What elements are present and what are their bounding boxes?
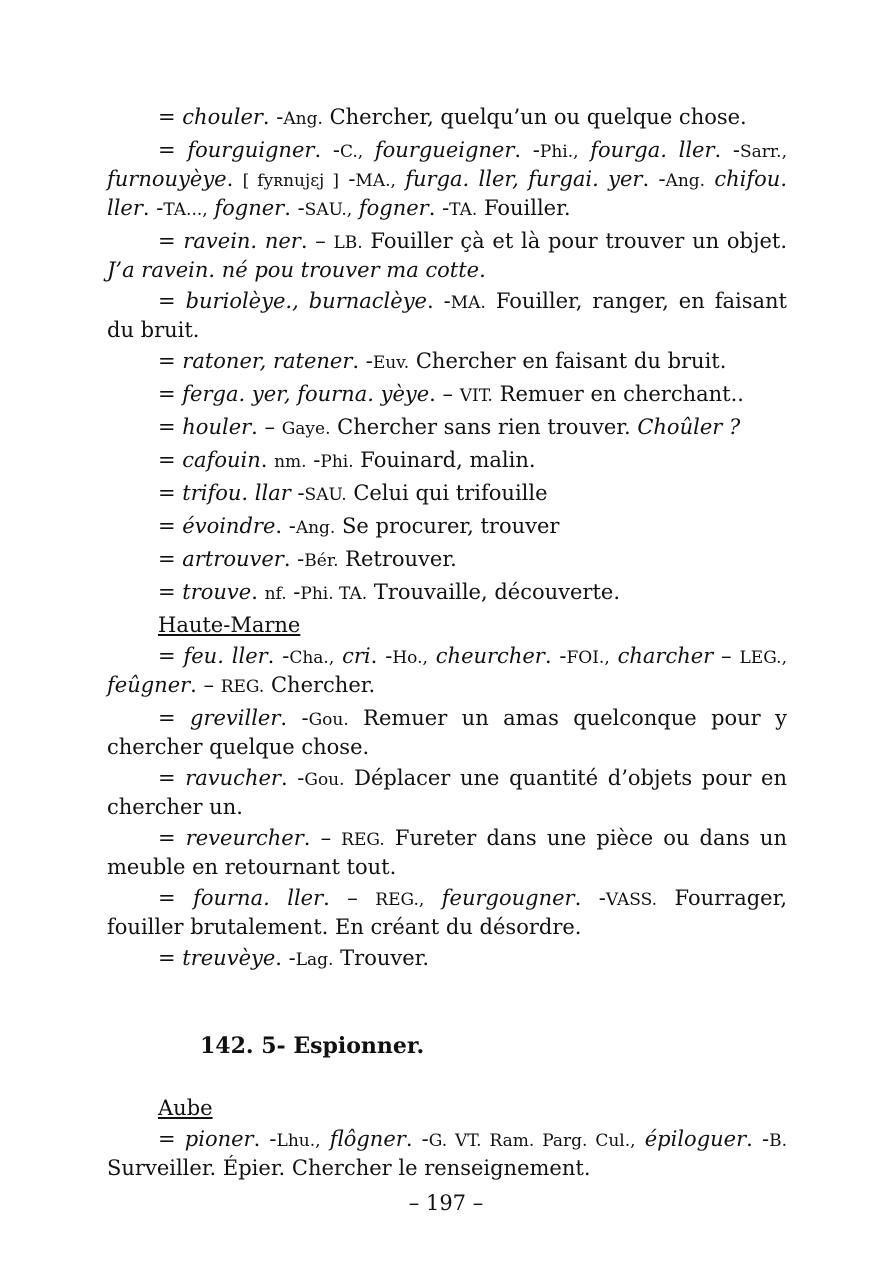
entry-source: Ang. xyxy=(295,518,336,538)
entry-text: Remuer en cherchant.. xyxy=(492,382,744,406)
entry-text: = xyxy=(158,138,188,162)
entry-text xyxy=(610,644,618,668)
entry-source: LB. xyxy=(333,233,363,253)
entry-source: Gou. xyxy=(304,770,345,790)
entry-text: - xyxy=(339,167,356,191)
dictionary-entry xyxy=(107,705,787,761)
entry-term: furnouyèye xyxy=(107,167,227,191)
entry-text: . - xyxy=(352,349,373,373)
entry-text: . – xyxy=(300,229,334,253)
dictionary-entry xyxy=(107,480,787,509)
entry-term: feurgougner xyxy=(441,886,575,910)
dictionary-entry xyxy=(107,228,787,284)
dictionary-entry xyxy=(107,513,787,542)
entry-text: Retrouver. xyxy=(338,547,457,571)
entry-text: . - xyxy=(405,1127,429,1151)
dictionary-entry xyxy=(107,546,787,575)
dictionary-entry xyxy=(107,381,787,410)
entry-text: = xyxy=(158,481,183,505)
entry-text: . - xyxy=(253,1127,277,1151)
entry-text: . - xyxy=(544,644,567,668)
entry-text: Fureter dans une pièce ou dans un meuble en retournant tout. xyxy=(107,826,787,879)
entry-source: Euv. xyxy=(372,353,410,373)
entry-term: reveurcher xyxy=(185,826,304,850)
entry-text xyxy=(636,1127,645,1151)
entry-text: . – xyxy=(251,415,282,439)
dictionary-entry xyxy=(107,348,787,377)
section-haute-marne: Haute-Marne xyxy=(158,613,301,637)
entry-text: Chercher, quelqu’un ou quelque chose. xyxy=(322,105,747,129)
entry-term: cri xyxy=(342,644,371,668)
entry-text xyxy=(352,196,359,220)
entry-text xyxy=(428,644,436,668)
entry-source: REG., xyxy=(375,890,425,910)
entry-text: . - xyxy=(428,196,450,220)
entry-term: fourna. ller xyxy=(193,886,324,910)
dictionary-entry xyxy=(107,945,787,974)
entry-text xyxy=(396,167,405,191)
entry-text: Fouiller, ranger, en faisant du bruit. xyxy=(107,289,787,342)
entry-text: Fourrager, fouiller brutalement. En créant du désordre. xyxy=(107,886,787,939)
entry-source: LEG., xyxy=(739,648,787,668)
entry-source: C., xyxy=(339,142,364,162)
entry-term: ravucher xyxy=(185,766,281,790)
dictionary-entry xyxy=(107,137,787,224)
entry-text: . - xyxy=(642,167,666,191)
entry-text: Celui qui trifouille xyxy=(346,481,548,505)
entry-text: Se procurer, trouver xyxy=(335,514,560,538)
entry-source: TA. xyxy=(449,200,478,220)
entry-term: feûgner xyxy=(107,673,191,697)
entry-text: = xyxy=(158,886,194,910)
entry-term: fogner xyxy=(358,196,429,220)
entry-term: flôgner xyxy=(329,1127,406,1151)
entry-text: Déplacer une quantité d’objets pour en chercher un. xyxy=(107,766,787,819)
entry-text: = xyxy=(158,1127,185,1151)
entry-source: Lag. xyxy=(295,950,334,970)
entries-haute-marne xyxy=(107,643,787,974)
entry-source: MA., xyxy=(355,171,396,191)
entry-text: Chercher sans rien trouver. xyxy=(330,415,638,439)
entry-term: feu. ller xyxy=(183,644,268,668)
entry-term: épiloguer xyxy=(644,1127,747,1151)
entry-term: trouve xyxy=(182,580,252,604)
entry-text: . – xyxy=(303,826,342,850)
entry-source: G. VT. Ram. Parg. Cul., xyxy=(428,1131,636,1151)
entry-text: . - xyxy=(574,886,606,910)
entry-source: Cha., xyxy=(289,648,335,668)
entry-term: charcher xyxy=(617,644,714,668)
entry-text: Trouvaille, découverte. xyxy=(367,580,621,604)
entry-source: REG. xyxy=(341,830,385,850)
entry-text: . - xyxy=(283,547,305,571)
entry-term: chifou. ller xyxy=(107,167,788,220)
entry-text: . - xyxy=(314,138,340,162)
entry-term: greviller xyxy=(190,706,281,730)
entry-term: treuvèye xyxy=(182,946,276,970)
entry-term: Choûler ? xyxy=(637,415,741,439)
dictionary-entry xyxy=(107,447,787,476)
entry-source: MA. xyxy=(450,293,486,313)
entry-text: Chercher. xyxy=(264,673,376,697)
entry-text: . - xyxy=(370,644,393,668)
section-aube: Aube xyxy=(158,1096,213,1120)
entry-text: . – xyxy=(323,886,376,910)
entry-source: SAU. xyxy=(304,485,347,505)
entry-text: . - xyxy=(280,706,309,730)
entry-text xyxy=(363,138,375,162)
entry-source: Bér. xyxy=(304,551,339,571)
entry-source: Ang. xyxy=(665,171,706,191)
page-number: – 197 – xyxy=(408,1191,484,1215)
entry-term: fogner xyxy=(214,196,285,220)
dictionary-entry xyxy=(107,885,787,941)
entry-term: fourgueigner xyxy=(374,138,515,162)
entry-text: = xyxy=(158,766,186,790)
entry-text: = xyxy=(158,415,183,439)
entry-term: cafouin xyxy=(182,448,261,472)
entry-text: . - xyxy=(284,196,305,220)
entry-source: nf. xyxy=(264,584,287,604)
entry-text: = xyxy=(158,229,184,253)
dictionary-entry xyxy=(107,414,787,443)
entry-text: Surveiller. Épier. Chercher le renseignement. xyxy=(107,1156,591,1180)
entry-text: Trouver. xyxy=(333,946,430,970)
entry-text: = xyxy=(158,105,183,129)
entry-text: = xyxy=(158,349,183,373)
entry-text: = xyxy=(158,514,183,538)
entry-term: buriolèye., burnaclèye xyxy=(185,289,427,313)
entry-text: = xyxy=(158,289,186,313)
entry-text: = xyxy=(158,580,183,604)
entry-term: fourga. ller xyxy=(590,138,715,162)
entry-text: . - xyxy=(514,138,540,162)
entry-source: Phi. xyxy=(320,452,354,472)
entry-text: . - xyxy=(427,289,451,313)
entry-text: Chercher en faisant du bruit. xyxy=(409,349,727,373)
entry-text: . xyxy=(226,167,243,191)
entry-term: fourguigner xyxy=(187,138,315,162)
dictionary-entry xyxy=(107,825,787,881)
entry-term: ferga. yer, fourna. yèye xyxy=(182,382,430,406)
entry-source: VASS. xyxy=(605,890,658,910)
entry-source: Gaye. xyxy=(281,419,331,439)
entry-source: Ang. xyxy=(283,109,323,129)
entry-term: J’a ravein. né pou trouver ma cotte. xyxy=(107,258,486,282)
entry-text: Remuer un amas quelconque pour y chercher quelque chose. xyxy=(107,706,787,759)
entry-text: . - xyxy=(142,196,164,220)
entry-term: pioner xyxy=(184,1127,254,1151)
entry-text: – xyxy=(713,644,740,668)
entry-source: Lhu., xyxy=(276,1131,321,1151)
dictionary-entry xyxy=(107,288,787,344)
entries-aube xyxy=(107,1126,787,1182)
entry-term: trifou. llar xyxy=(182,481,291,505)
entry-term: ratoner, ratener xyxy=(182,349,353,373)
entry-text: - xyxy=(290,481,305,505)
entry-text: = xyxy=(158,706,190,730)
entry-source: FOI., xyxy=(566,648,610,668)
entry-text: = xyxy=(158,382,183,406)
dictionary-entry xyxy=(107,643,787,701)
entry-text: . - xyxy=(275,946,296,970)
entry-term: ravein. ner xyxy=(183,229,301,253)
entry-text: = xyxy=(158,826,186,850)
entry-term: cheurcher xyxy=(435,644,545,668)
entry-source: [ fyʀnujɛj ] xyxy=(242,171,339,191)
entry-source: SAU., xyxy=(304,200,353,220)
entries-search xyxy=(107,104,787,608)
entry-term: chouler xyxy=(182,105,263,129)
entry-text xyxy=(321,1127,330,1151)
entry-text: . xyxy=(251,580,265,604)
dictionary-entry xyxy=(107,104,787,133)
entry-source: nm. xyxy=(274,452,307,472)
dictionary-entry xyxy=(107,765,787,821)
entry-text: . - xyxy=(714,138,740,162)
page-body xyxy=(107,104,787,1186)
entry-text: Fouiller. xyxy=(477,196,571,220)
entry-text: = xyxy=(158,644,184,668)
entry-text: . - xyxy=(267,644,290,668)
entry-source: Ho., xyxy=(392,648,428,668)
entry-text xyxy=(705,167,714,191)
entry-source: Gou. xyxy=(308,710,349,730)
entry-text: . - xyxy=(275,514,296,538)
entry-source: Sarr., xyxy=(740,142,787,162)
dictionary-entry xyxy=(107,579,787,608)
entry-text: . - xyxy=(746,1127,770,1151)
entry-text: - xyxy=(306,448,321,472)
entry-text: . – xyxy=(190,673,221,697)
entry-source: B. xyxy=(769,1131,787,1151)
entry-term: évoindre xyxy=(182,514,276,538)
entry-text: - xyxy=(286,580,301,604)
entry-text: = xyxy=(158,547,183,571)
entry-term: artrouver xyxy=(182,547,284,571)
entry-source: TA..., xyxy=(163,200,208,220)
entry-text: . xyxy=(260,448,275,472)
entry-term: furga. ller, furgai. yer xyxy=(405,167,643,191)
entry-text: = xyxy=(158,448,183,472)
entry-text: Fouiller çà et là pour trouver un objet. xyxy=(362,229,787,253)
entry-text xyxy=(424,886,441,910)
entry-source: Phi., xyxy=(539,142,579,162)
entry-text: . – xyxy=(429,382,460,406)
entry-text: Fouinard, malin. xyxy=(353,448,536,472)
entry-text xyxy=(579,138,591,162)
entry-text: . - xyxy=(262,105,284,129)
entry-term: houler xyxy=(182,415,252,439)
dictionary-entry xyxy=(107,1126,787,1182)
entry-source: VIT. xyxy=(459,386,493,406)
chapter-heading: 142. 5- Espionner. xyxy=(200,1033,425,1059)
entry-source: REG. xyxy=(220,677,265,697)
entry-text xyxy=(334,644,342,668)
entry-text: = xyxy=(158,946,183,970)
entry-text: . - xyxy=(280,766,305,790)
entry-source: Phi. TA. xyxy=(300,584,368,604)
